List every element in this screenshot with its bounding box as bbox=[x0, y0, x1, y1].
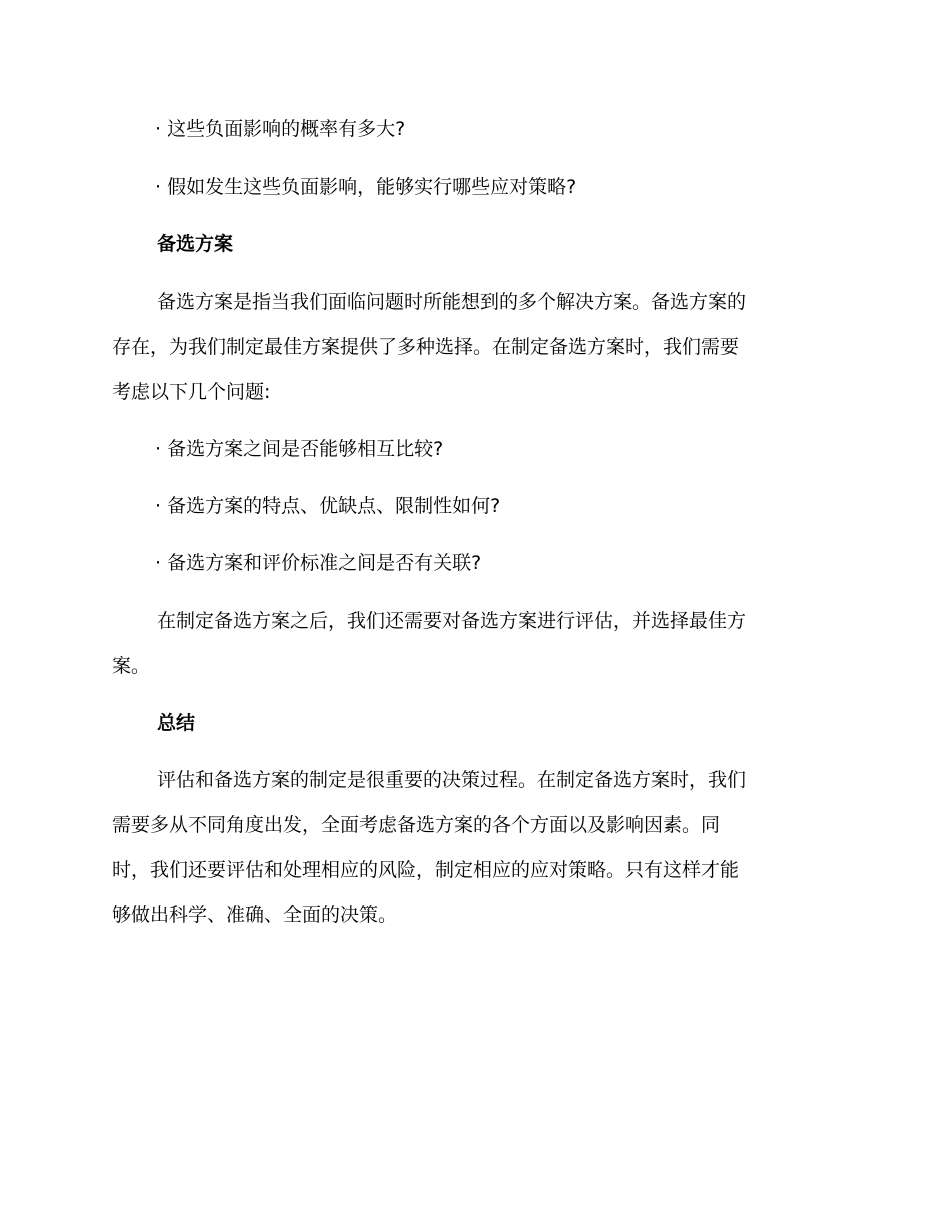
paragraph-line: 备选方案是指当我们面临问题时所能想到的多个解决方案。备选方案的 bbox=[157, 291, 747, 313]
bullet-item: · 备选方案之间是否能够相互比较? bbox=[155, 438, 444, 460]
bullet-item: · 备选方案的特点、优缺点、限制性如何? bbox=[155, 495, 501, 517]
paragraph-line: 案。 bbox=[112, 655, 151, 677]
paragraph-line: 考虑以下几个问题: bbox=[112, 381, 271, 403]
paragraph-line: 时，我们还要评估和处理相应的风险，制定相应的应对策略。只有这样才能 bbox=[112, 859, 740, 881]
section-heading-summary: 总结 bbox=[157, 712, 196, 734]
paragraph-line: 需要多从不同角度出发，全面考虑备选方案的各个方面以及影响因素。同 bbox=[112, 814, 721, 836]
paragraph-line: 存在，为我们制定最佳方案提供了多种选择。在制定备选方案时，我们需要 bbox=[112, 336, 740, 358]
bullet-item: · 这些负面影响的概率有多大? bbox=[155, 118, 406, 140]
section-heading-alternatives: 备选方案 bbox=[157, 233, 234, 255]
paragraph-line: 够做出科学、准确、全面的决策。 bbox=[112, 904, 398, 926]
bullet-item: · 备选方案和评价标准之间是否有关联? bbox=[155, 552, 482, 574]
paragraph-line: 评估和备选方案的制定是很重要的决策过程。在制定备选方案时，我们 bbox=[157, 769, 747, 791]
paragraph-line: 在制定备选方案之后，我们还需要对备选方案进行评估，并选择最佳方 bbox=[157, 610, 747, 632]
bullet-item: · 假如发生这些负面影响，能够实行哪些应对策略? bbox=[155, 176, 577, 198]
